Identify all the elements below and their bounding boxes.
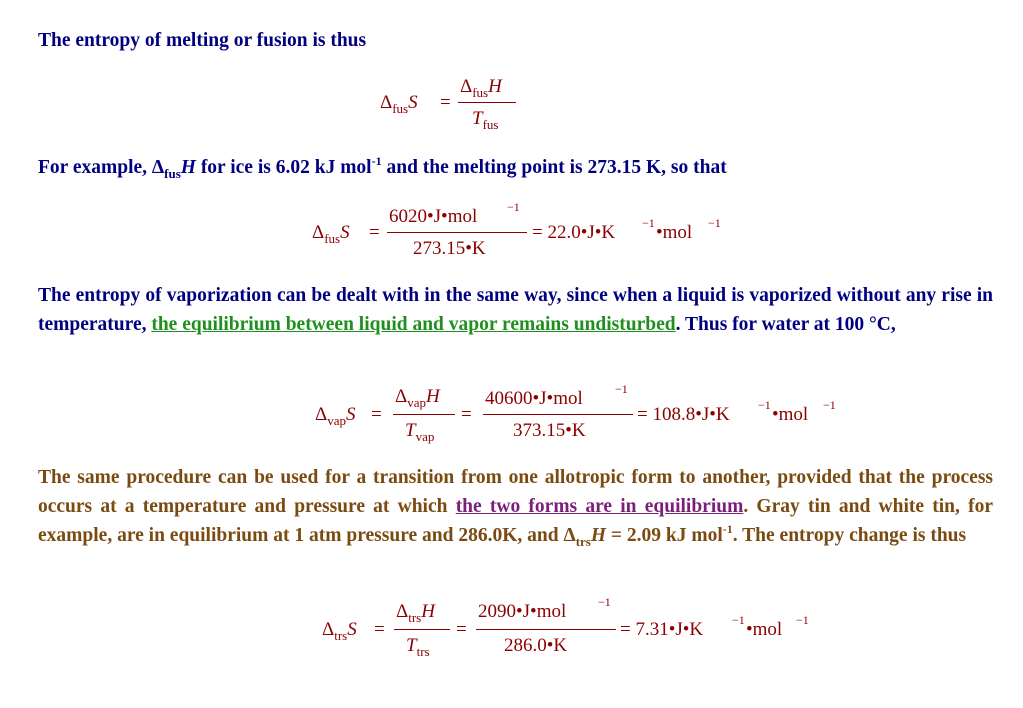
numerator-exponent: −1 [615, 382, 628, 396]
eq3-result: = 108.8•J•K [637, 404, 730, 425]
fraction-bar [476, 629, 616, 630]
enthalpy-symbol: H [180, 157, 196, 178]
eq4-numerator: 2090•J•mol [478, 601, 567, 622]
numerator-exponent: −1 [507, 200, 520, 214]
entropy-symbol: S [347, 619, 357, 640]
temperature-symbol: T [472, 108, 483, 129]
allotropic-text: The same procedure can be used for a transition from one allotropic form to another, provided that the process occurs at a temperature and pressure at which [38, 467, 993, 517]
eq1-lhs [380, 92, 418, 114]
result-mol: •mol [746, 619, 783, 640]
delta-symbol: Δ [396, 601, 409, 622]
fraction-bar [458, 102, 516, 103]
subscript-fus: fus [164, 166, 181, 181]
entropy-symbol: S [340, 222, 350, 243]
result-mol: •mol [656, 222, 693, 243]
eq2-result: = 22.0•J•K [532, 222, 616, 243]
eq3-ratio-numerator [395, 386, 440, 408]
delta-symbol: Δ [322, 619, 335, 640]
enthalpy-symbol: H [421, 601, 435, 622]
equation-fusion-entropy [380, 72, 530, 142]
example-suffix: and the melting point is 273.15 K, so that [381, 157, 727, 178]
result-exponent-mol: −1 [823, 398, 836, 412]
example-middle: for ice is 6.02 kJ mol [195, 157, 372, 178]
result-exponent-k: −1 [642, 216, 655, 230]
two-forms-link[interactable]: the two forms are in equilibrium [455, 496, 744, 517]
fraction-bar-ratio [394, 629, 450, 630]
numerator-exponent: −1 [598, 595, 611, 609]
eq3-numerator: 40600•J•mol [485, 388, 583, 409]
eq4-ratio-numerator [396, 601, 435, 623]
paragraph-vaporization [38, 281, 993, 339]
example-prefix: For example, [38, 157, 152, 178]
equation-vaporization-entropy [315, 380, 855, 450]
enthalpy-symbol: H [590, 525, 607, 546]
delta-symbol: Δ [151, 157, 165, 178]
subscript-fus: fus [472, 85, 489, 100]
equals-sign: = [440, 92, 451, 113]
subscript-vap: vap [327, 413, 346, 428]
eq2-denominator: 273.15•K [413, 238, 486, 259]
eq2-lhs [312, 222, 350, 244]
equilibrium-link[interactable]: the equilibrium between liquid and vapor remains undisturbed [151, 314, 676, 335]
delta-symbol: Δ [563, 525, 576, 546]
result-exponent-mol: −1 [796, 613, 809, 627]
vaporization-text: The entropy of vaporization can be dealt with in the same way, since when a liquid is vaporized without any rise in temperature, [38, 285, 993, 335]
paragraph-intro [38, 26, 993, 55]
fraction-bar-ratio [393, 414, 455, 415]
result-exponent-k: −1 [758, 398, 771, 412]
eq4-denominator: 286.0•K [504, 635, 568, 656]
temperature-symbol: T [406, 635, 417, 656]
fraction-bar [483, 414, 633, 415]
equals-sign: = [374, 619, 385, 640]
eq4-lhs [322, 619, 357, 641]
eq2-numerator: 6020•J•mol [389, 206, 478, 227]
eq3-denominator: 373.15•K [513, 420, 586, 441]
intro-text: The entropy of melting or fusion is thus [38, 30, 367, 51]
equals-sign: = [456, 619, 467, 640]
result-exponent-mol: −1 [708, 216, 721, 230]
delta-symbol: Δ [312, 222, 325, 243]
subscript-vap: vap [415, 429, 435, 444]
enthalpy-symbol: H [426, 386, 440, 407]
paragraph-example [38, 153, 993, 184]
subscript-vap: vap [407, 395, 426, 410]
allotropic-text-middle: . Gray tin and white tin, for example, are in equilibrium at 1 atm pressure and 286.0K, and [38, 496, 993, 546]
subscript-trs: trs [334, 628, 348, 643]
equation-ice-entropy [312, 198, 752, 268]
allotropic-text-end: . The entropy change is thus [732, 525, 967, 546]
fraction-bar [387, 232, 527, 233]
result-exponent-k: −1 [732, 613, 745, 627]
subscript-fus: fus [324, 231, 341, 246]
equals-sign: = [371, 404, 382, 425]
delta-symbol: Δ [380, 92, 393, 113]
eq4-result: = 7.31•J•K [620, 619, 704, 640]
eq4-ratio-denominator [406, 635, 430, 657]
paragraph-allotropic [38, 463, 993, 552]
delta-symbol: Δ [395, 386, 408, 407]
eq1-denominator [472, 108, 498, 130]
eq1-numerator [460, 76, 502, 98]
equation-transition-entropy [322, 595, 822, 670]
enthalpy-symbol: H [488, 76, 502, 97]
superscript-exp: -1 [722, 522, 733, 536]
result-mol: •mol [772, 404, 809, 425]
vaporization-text-end: . Thus for water at 100 °C, [675, 314, 896, 335]
eq3-ratio-denominator [405, 420, 434, 442]
subscript-trs: trs [408, 610, 422, 625]
allotropic-value: = 2.09 kJ mol [606, 525, 723, 546]
subscript-fus: fus [392, 101, 409, 116]
delta-symbol: Δ [315, 404, 328, 425]
entropy-symbol: S [408, 92, 418, 113]
eq3-lhs [315, 404, 356, 426]
subscript-trs: trs [416, 644, 430, 659]
temperature-symbol: T [405, 420, 416, 441]
equals-sign: = [461, 404, 472, 425]
entropy-symbol: S [346, 404, 356, 425]
equals-sign: = [369, 222, 380, 243]
delta-symbol: Δ [460, 76, 473, 97]
subscript-trs: trs [575, 534, 591, 549]
superscript-exp: -1 [371, 154, 382, 168]
subscript-fus: fus [482, 117, 499, 132]
